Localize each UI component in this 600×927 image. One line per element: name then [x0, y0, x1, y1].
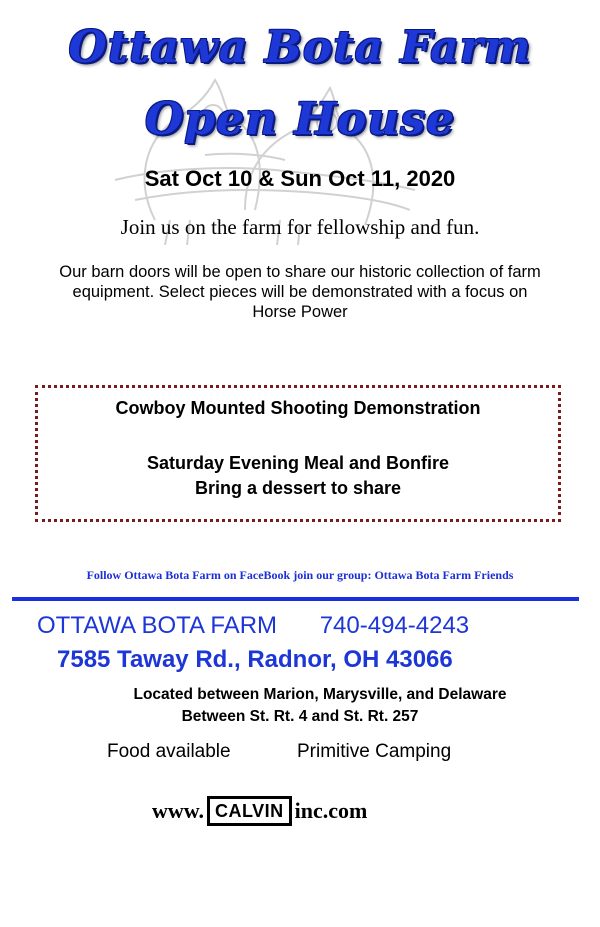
farm-address: 7585 Taway Rd., Radnor, OH 43066 [57, 646, 453, 673]
title-line-1: Ottawa Bota Farm [68, 22, 532, 73]
sponsor-suffix: inc.com [294, 798, 368, 823]
calvin-logo: CALVIN [207, 796, 292, 826]
event-meal-bonfire: Saturday Evening Meal and Bonfire [146, 453, 450, 473]
event-shooting-demo: Cowboy Mounted Shooting Demonstration [115, 398, 481, 418]
location-description: Located between Marion, Marysville, and Delaware [133, 686, 507, 703]
farm-phone: 740-494-4243 [319, 612, 470, 639]
event-dessert-note: Bring a dessert to share [194, 478, 402, 498]
facebook-follow-text: Follow Ottawa Bota Farm on FaceBook join our group: Ottawa Bota Farm Friends [86, 568, 514, 582]
title-line-2: Open House [144, 94, 456, 145]
primitive-camping: Primitive Camping [297, 741, 452, 762]
farm-contact-line [37, 612, 469, 640]
farm-name: OTTAWA BOTA FARM [37, 612, 278, 639]
sponsor-prefix: www. [152, 798, 204, 823]
barn-description: Our barn doors will be open to share our historic collection of farm equipment. Select pieces will be demonstrated with a focus on Horse Power [59, 263, 541, 321]
tagline: Join us on the farm for fellowship and fun. [120, 215, 480, 239]
route-description: Between St. Rt. 4 and St. Rt. 257 [181, 708, 419, 725]
sponsor-website [152, 795, 367, 827]
divider [12, 597, 579, 601]
events-box [35, 385, 561, 522]
event-dates: Sat Oct 10 & Sun Oct 11, 2020 [144, 166, 456, 191]
food-available: Food available [107, 741, 231, 762]
